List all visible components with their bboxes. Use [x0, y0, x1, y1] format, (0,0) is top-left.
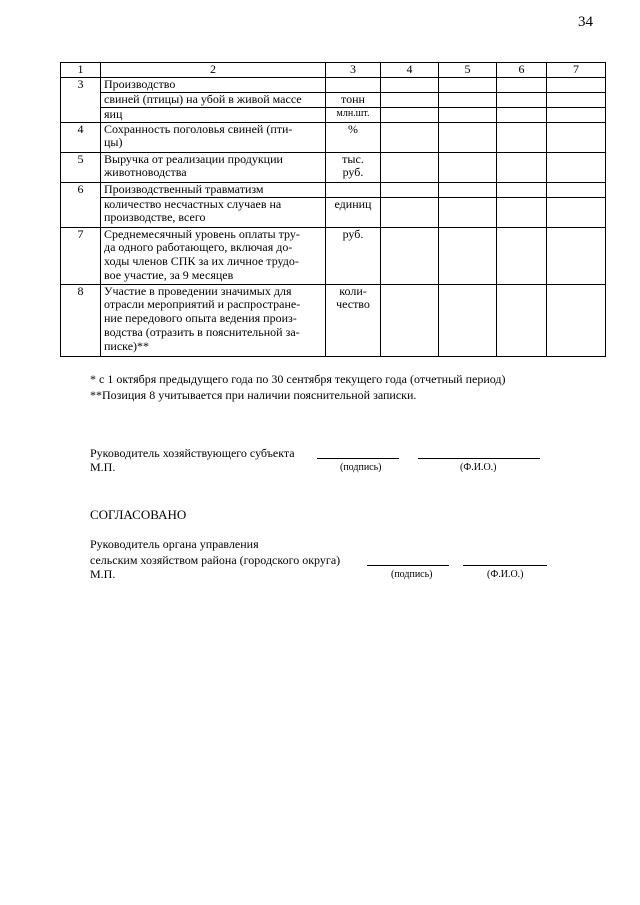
page-number: 34: [578, 14, 593, 30]
row-text: ходы членов СПК за их личное трудо-: [104, 254, 299, 269]
row-text: яиц: [101, 107, 326, 122]
name-caption: (Ф.И.О.): [460, 462, 497, 473]
header-cell: 7: [547, 63, 606, 78]
row-unit: коли-: [339, 283, 367, 298]
header-cell: 2: [101, 63, 326, 78]
signature-line: [367, 565, 449, 566]
row-title: Производственный травматизм: [101, 182, 326, 197]
table-row: [61, 284, 606, 356]
table-row: [61, 92, 606, 107]
table-row: [61, 197, 606, 227]
table-row: [61, 227, 606, 284]
row-text: Участие в проведении значимых для: [104, 283, 292, 298]
signature-caption: (подпись): [391, 569, 433, 580]
table-header-row: [61, 63, 606, 78]
row-text: свиней (птицы) на убой в живой массе: [101, 92, 326, 107]
row-text: вое участие, за 9 месяцев: [104, 267, 234, 282]
signature-caption: (подпись): [340, 462, 382, 473]
stamp-label: М.П.: [90, 460, 116, 474]
row-text: водства (отразить в пояснительной за-: [104, 324, 300, 339]
header-cell: 3: [326, 63, 381, 78]
row-unit: руб.: [326, 227, 381, 284]
row-number: 3: [61, 77, 101, 122]
table-row: [61, 77, 606, 92]
row-text: Сохранность поголовья свиней (пти-: [104, 121, 293, 136]
table-row: [61, 122, 606, 152]
row-unit: %: [326, 122, 381, 152]
row-number: 7: [61, 227, 101, 284]
stamp-label: М.П.: [90, 567, 116, 581]
row-unit: чество: [336, 297, 370, 312]
row-text: писке)**: [104, 338, 150, 353]
row-text: производстве, всего: [104, 210, 206, 225]
table-row: [61, 152, 606, 182]
row-unit: единиц: [326, 197, 381, 227]
table-row: [61, 182, 606, 197]
name-caption: (Ф.И.О.): [487, 569, 524, 580]
row-unit: тонн: [326, 92, 381, 107]
row-text: Выручка от реализации продукции: [104, 151, 283, 166]
approval-title: СОГЛАСОВАНО: [90, 507, 187, 522]
row-unit: млн.шт.: [326, 107, 381, 122]
row-text: животноводства: [104, 165, 187, 180]
row-number: 8: [61, 284, 101, 356]
header-cell: 1: [61, 63, 101, 78]
row-number: 6: [61, 182, 101, 227]
header-cell: 5: [439, 63, 497, 78]
footnote-1: * с 1 октября предыдущего года по 30 сентября текущего года (отчетный период): [90, 372, 506, 386]
approval-line-2: сельским хозяйством района (городского округа): [90, 553, 341, 567]
name-line: [418, 458, 540, 459]
footnote-2: **Позиция 8 учитывается при наличии пояснительной записки.: [90, 388, 417, 402]
row-text: Среднемесячный уровень оплаты тру-: [104, 226, 300, 241]
row-text: отрасли мероприятий и распростране-: [104, 297, 301, 312]
name-line: [463, 565, 547, 566]
row-text: ние передового опыта ведения произ-: [104, 311, 297, 326]
header-cell: 6: [497, 63, 547, 78]
header-cell: 4: [381, 63, 439, 78]
row-text: цы): [104, 135, 123, 150]
row-unit: руб.: [342, 165, 364, 180]
signature-line: [317, 458, 399, 459]
row-title: Производство: [101, 77, 326, 92]
table-row: [61, 107, 606, 122]
row-unit: тыс.: [342, 151, 364, 166]
row-text: да одного работающего, включая до-: [104, 240, 293, 255]
row-text: количество несчастных случаев на: [104, 196, 282, 211]
row-number: 4: [61, 122, 101, 152]
approval-line-1: Руководитель органа управления: [90, 537, 259, 551]
row-number: 5: [61, 152, 101, 182]
report-table: [60, 62, 606, 357]
head-of-entity-label: Руководитель хозяйствующего субъекта: [90, 446, 295, 460]
